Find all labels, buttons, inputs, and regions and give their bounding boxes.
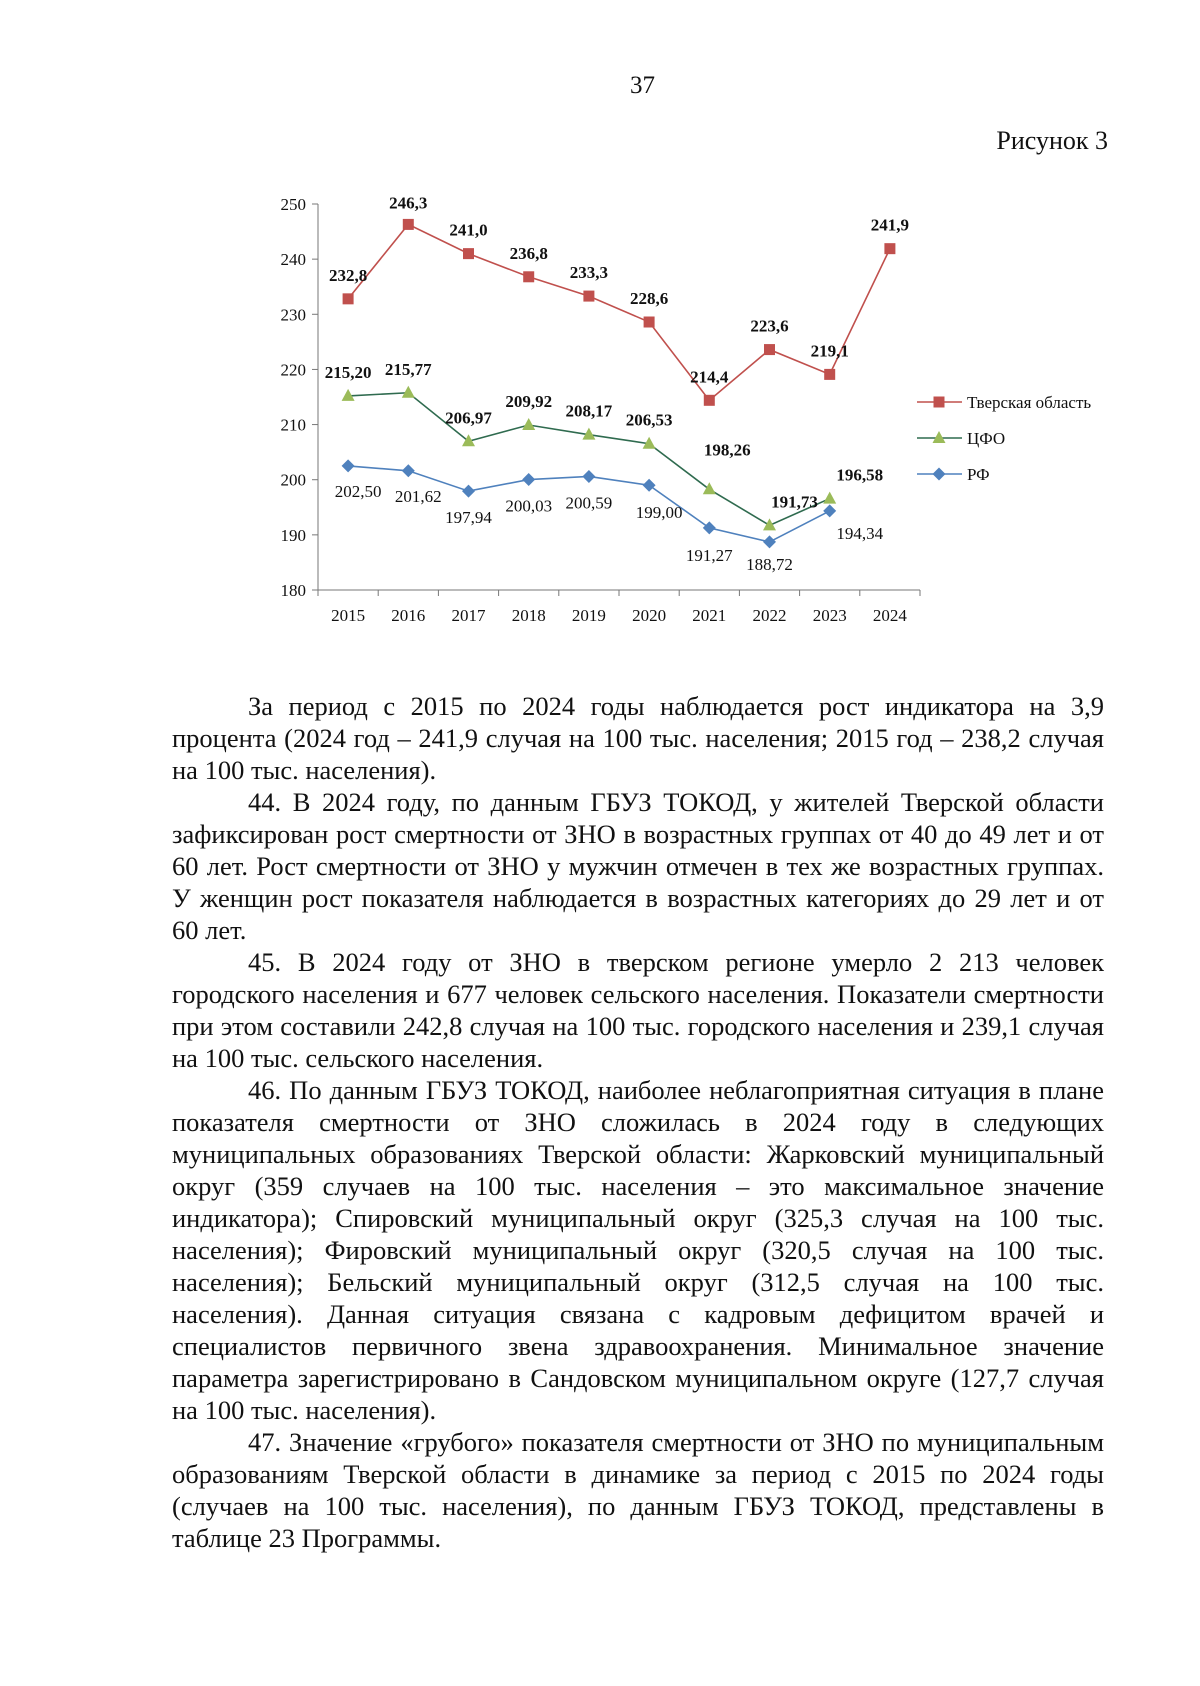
x-tick-label: 2017	[451, 606, 486, 625]
data-point-marker	[644, 317, 655, 328]
data-label: 200,59	[565, 493, 613, 513]
data-point-marker	[763, 518, 776, 530]
data-label: 219,1	[810, 341, 849, 361]
x-tick-label: 2015	[331, 606, 366, 625]
data-label: 200,03	[505, 496, 553, 516]
data-label: 188,72	[746, 554, 793, 574]
data-point-marker	[884, 243, 895, 254]
data-label: 191,27	[685, 545, 733, 565]
data-label: 191,73	[771, 492, 818, 512]
x-tick-label: 2019	[571, 606, 606, 625]
data-label: 215,77	[384, 359, 432, 379]
data-label: 199,00	[635, 503, 683, 523]
y-tick-label: 250	[280, 195, 306, 214]
data-point-marker	[763, 535, 776, 548]
data-label: 232,8	[328, 265, 368, 285]
data-point-marker	[824, 369, 835, 380]
data-label: 241,9	[870, 215, 910, 235]
data-label: 196,58	[836, 465, 884, 485]
y-tick-label: 220	[280, 360, 306, 380]
y-tick-label: 180	[280, 581, 306, 600]
paragraph-44: 44. В 2024 году, по данным ГБУЗ ТОКОД, у жителей Тверской области зафиксирован рост смертности от ЗНО в возрастных группах от 40 до 49 лет и от 60 лет. Рост смертности от ЗНО у мужчин отмечен в тех же возрастных группах. У женщин рост показателя наблюдается в возрастных категориях до 29 лет и от 60 лет.	[172, 787, 1104, 945]
data-point-marker	[934, 397, 945, 408]
data-label: 208,17	[565, 401, 613, 421]
data-point-marker	[523, 271, 534, 282]
y-tick-label: 240	[280, 250, 306, 270]
data-label: 246,3	[389, 193, 428, 213]
data-point-marker	[933, 431, 946, 443]
paragraph-46: 46. По данным ГБУЗ ТОКОД, наиболее неблагоприятная ситуация в плане показателя смертности от ЗНО сложилась в 2024 году в следующих муниципальных образованиях Тверской области: Жарковский муниципальный округ (359 случаев на 100 тыс. населения – это максимальное значение индикатора); Спировский муниципальный округ (325,3 случая на 100 тыс. населения); Фировский муниципальный округ (320,5 случая на 100 тыс. населения); Бельский муниципальный округ (312,5 случая на 100 тыс. населения). Данная ситуация связана с кадровым дефицитом врачей и специалистов первичного звена здравоохранения. Минимальное значение параметра зарегистрировано в Сандовском муниципальном округе (127,7 случая на 100 тыс. населения).	[172, 1075, 1104, 1425]
data-label: 241,0	[449, 220, 488, 240]
data-label: 223,6	[750, 316, 789, 336]
data-point-marker	[342, 459, 355, 472]
data-point-marker	[402, 386, 415, 398]
data-label: 201,62	[394, 486, 442, 506]
line-chart	[0, 0, 1200, 660]
x-tick-label: 2021	[692, 606, 727, 625]
data-point-marker	[402, 464, 415, 477]
figure-label: Рисунок 3	[996, 126, 1108, 155]
data-point-marker	[403, 219, 414, 230]
data-label: 214,4	[690, 367, 729, 387]
data-label: 209,92	[505, 392, 553, 412]
data-point-marker	[643, 479, 656, 492]
x-tick-label: 2022	[752, 606, 787, 625]
y-tick-label: 190	[280, 525, 306, 545]
x-tick-label: 2023	[812, 606, 847, 625]
page-number: 37	[630, 72, 655, 99]
data-label: 233,3	[569, 263, 609, 283]
x-tick-label: 2018	[511, 606, 546, 625]
data-label: 236,8	[509, 243, 548, 263]
data-point-marker	[522, 473, 535, 486]
legend-label: ЦФО	[967, 429, 1006, 448]
data-point-marker	[704, 395, 715, 406]
data-label: 194,34	[836, 523, 884, 543]
paragraph: За период с 2015 по 2024 годы наблюдается рост индикатора на 3,9 процента (2024 год – 241,9 случая на 100 тыс. населения; 2015 год – 238,2 случая на 100 тыс. населения).	[172, 691, 1104, 785]
data-point-marker	[462, 485, 475, 498]
data-point-marker	[823, 504, 836, 517]
data-label: 206,97	[445, 408, 492, 428]
data-point-marker	[764, 344, 775, 355]
paragraph-45: 45. В 2024 году от ЗНО в тверском регионе умерло 2 213 человек городского населения и 677 человек сельского населения. Показатели смертности при этом составили 242,8 случая на 100 тыс. городского населения и 239,1 случая на 100 тыс. сельского населения.	[172, 947, 1104, 1073]
data-point-marker	[582, 470, 595, 483]
y-tick-label: 230	[280, 305, 306, 325]
data-label: 202,50	[334, 481, 382, 501]
y-tick-label: 210	[280, 415, 306, 435]
data-point-marker	[343, 293, 354, 304]
data-point-marker	[703, 482, 716, 494]
data-label: 215,20	[324, 362, 372, 382]
paragraph-47: 47. Значение «грубого» показателя смертности от ЗНО по муниципальным образованиям Тверской области в динамике за период с 2015 по 2024 годы (случаев на 100 тыс. населения), по данным ГБУЗ ТОКОД, представлены в таблице 23 Программы.	[172, 1427, 1104, 1553]
data-label: 206,53	[625, 410, 673, 430]
data-point-marker	[522, 418, 535, 430]
data-label: 228,6	[629, 289, 669, 309]
data-point-marker	[583, 291, 594, 302]
x-tick-label: 2020	[632, 606, 667, 625]
data-point-marker	[823, 492, 836, 504]
x-tick-label: 2016	[391, 606, 426, 625]
data-point-marker	[703, 521, 716, 534]
data-point-marker	[933, 468, 946, 481]
body-text	[172, 690, 1104, 1554]
y-tick-label: 200	[280, 470, 306, 490]
data-label: 198,26	[703, 440, 751, 460]
legend-label: РФ	[967, 465, 990, 484]
x-tick-label: 2024	[872, 606, 907, 625]
data-label: 197,94	[445, 508, 492, 528]
data-point-marker	[463, 248, 474, 259]
legend-label: Тверская область	[967, 393, 1092, 412]
